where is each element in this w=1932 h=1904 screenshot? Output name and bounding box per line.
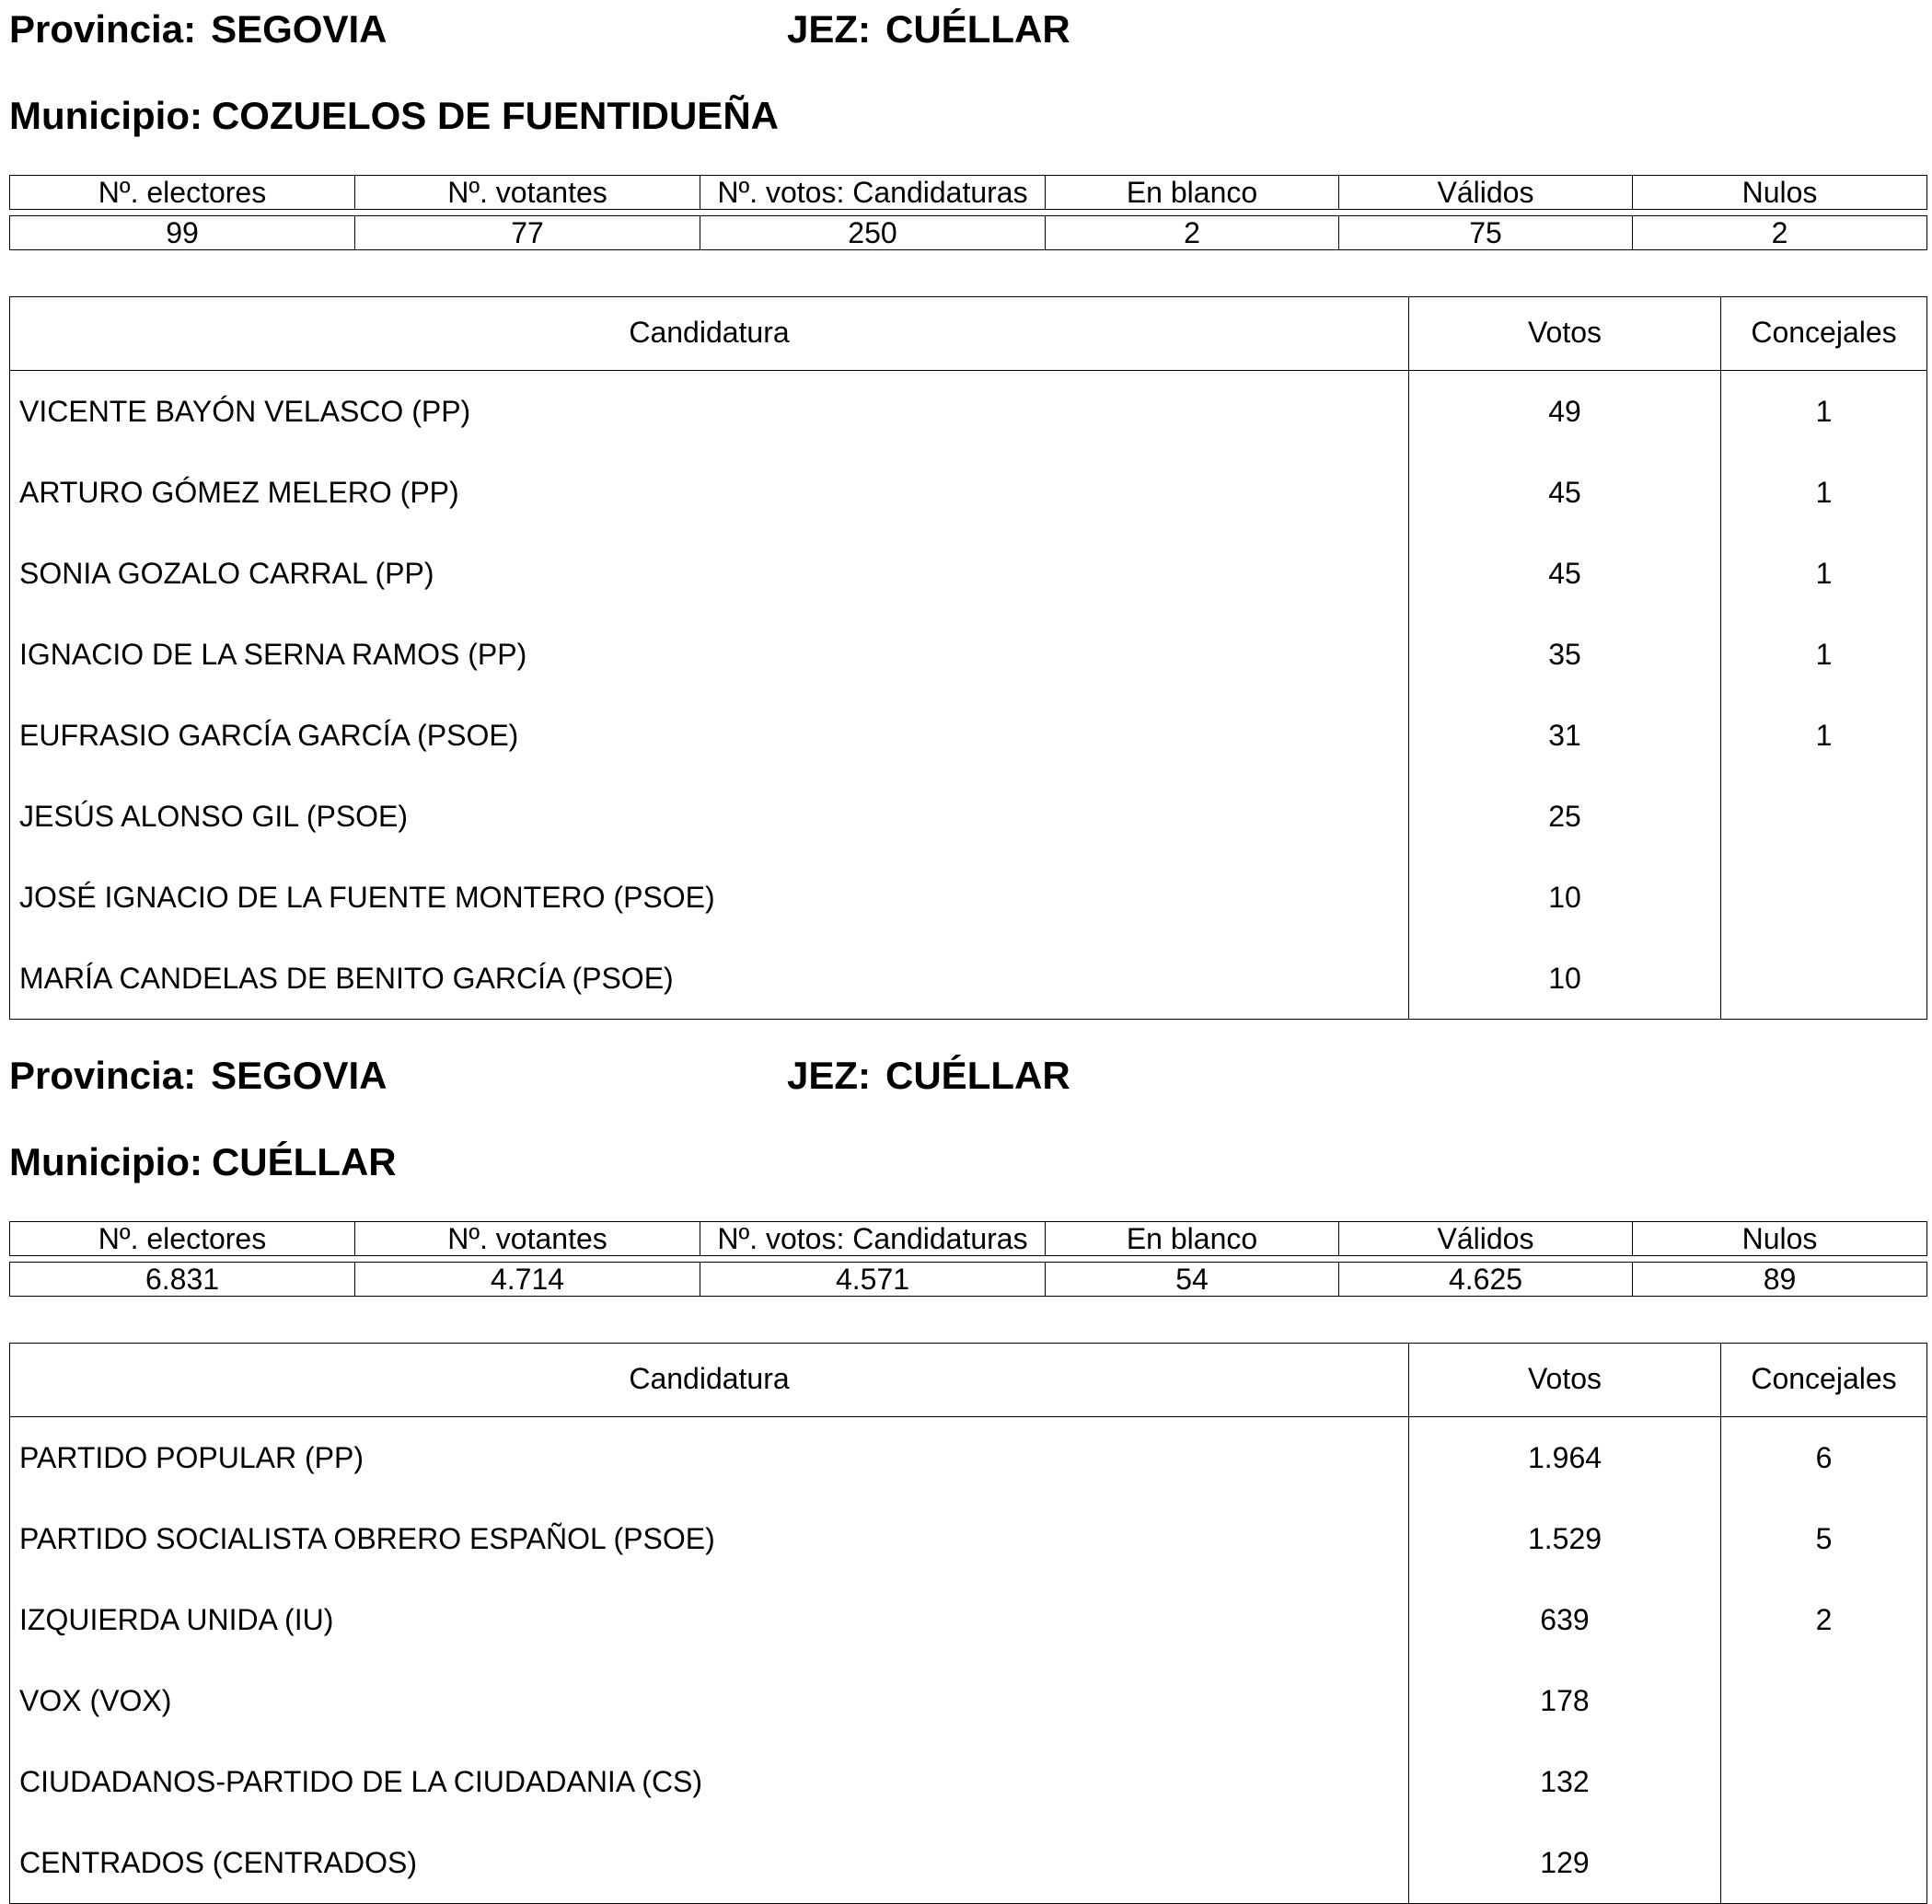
table-row bbox=[10, 452, 1927, 533]
candidate-concejales: 6 bbox=[1815, 1441, 1833, 1474]
candidate-name: CENTRADOS (CENTRADOS) bbox=[19, 1846, 418, 1879]
provincia-heading: Provincia: SEGOVIA bbox=[9, 7, 388, 51]
candidate-concejales: 5 bbox=[1815, 1522, 1833, 1555]
stats-table bbox=[9, 175, 1927, 250]
candidate-votos: 639 bbox=[1409, 1579, 1721, 1660]
stats-value-nulos: 2 bbox=[1633, 216, 1927, 250]
candidate-concejales: 1 bbox=[1815, 638, 1833, 671]
candidate-votos: 10 bbox=[1409, 938, 1721, 1020]
candidate-concejales bbox=[1721, 1741, 1927, 1822]
stats-value-votos-candidaturas: 250 bbox=[700, 216, 1046, 250]
candidate-name: VOX (VOX) bbox=[19, 1684, 172, 1717]
table-row bbox=[10, 695, 1927, 776]
municipio-value: COZUELOS DE FUENTIDUEÑA bbox=[211, 94, 779, 137]
candidates-table bbox=[9, 296, 1927, 1020]
table-row bbox=[10, 533, 1927, 614]
candidate-name: IGNACIO DE LA SERNA RAMOS (PP) bbox=[19, 638, 527, 671]
candidates-header-row bbox=[10, 1344, 1927, 1417]
candidate-concejales: 1 bbox=[1815, 557, 1833, 590]
stats-value-en-blanco: 54 bbox=[1046, 1263, 1339, 1297]
table-row bbox=[10, 857, 1927, 938]
stats-header-validos: Válidos bbox=[1339, 1222, 1633, 1256]
table-row bbox=[10, 1822, 1927, 1904]
provincia-heading: Provincia: SEGOVIA bbox=[9, 1054, 388, 1097]
table-row bbox=[10, 938, 1927, 1020]
stats-table bbox=[9, 1221, 1927, 1297]
candidate-name: SONIA GOZALO CARRAL (PP) bbox=[19, 557, 434, 590]
candidates-header-row bbox=[10, 297, 1927, 371]
header-concejales: Concejales bbox=[1721, 297, 1927, 371]
stats-value-nulos: 89 bbox=[1633, 1263, 1927, 1297]
candidate-votos: 1.529 bbox=[1409, 1498, 1721, 1579]
stats-value-validos: 75 bbox=[1339, 216, 1633, 250]
candidate-name: IZQUIERDA UNIDA (IU) bbox=[19, 1603, 334, 1636]
table-row bbox=[10, 371, 1927, 453]
stats-header-votos-candidaturas: Nº. votos: Candidaturas bbox=[700, 1222, 1046, 1256]
table-row bbox=[10, 1579, 1927, 1660]
candidate-votos: 31 bbox=[1409, 695, 1721, 776]
jez-value: CUÉLLAR bbox=[885, 1054, 1070, 1097]
municipio-heading: Municipio: COZUELOS DE FUENTIDUEÑA bbox=[9, 94, 779, 137]
candidate-name: PARTIDO SOCIALISTA OBRERO ESPAÑOL (PSOE) bbox=[19, 1522, 715, 1555]
stats-header-nulos: Nulos bbox=[1633, 176, 1927, 210]
municipio-value: CUÉLLAR bbox=[211, 1140, 397, 1183]
candidate-votos: 49 bbox=[1409, 371, 1721, 453]
candidate-votos: 1.964 bbox=[1409, 1417, 1721, 1499]
stats-value-en-blanco: 2 bbox=[1046, 216, 1339, 250]
candidate-concejales bbox=[1721, 857, 1927, 938]
stats-values-row bbox=[10, 216, 1927, 250]
candidate-name: EUFRASIO GARCÍA GARCÍA (PSOE) bbox=[19, 719, 519, 752]
stats-header-row bbox=[10, 176, 1927, 210]
candidate-votos: 25 bbox=[1409, 776, 1721, 857]
candidate-concejales bbox=[1721, 938, 1927, 1020]
table-row bbox=[10, 1417, 1927, 1499]
candidate-name: JESÚS ALONSO GIL (PSOE) bbox=[19, 800, 409, 833]
stats-value-validos: 4.625 bbox=[1339, 1263, 1633, 1297]
candidate-name: VICENTE BAYÓN VELASCO (PP) bbox=[19, 395, 471, 428]
stats-value-votos-candidaturas: 4.571 bbox=[700, 1263, 1046, 1297]
table-row bbox=[10, 614, 1927, 695]
candidate-votos: 45 bbox=[1409, 452, 1721, 533]
candidate-name: JOSÉ IGNACIO DE LA FUENTE MONTERO (PSOE) bbox=[19, 881, 715, 914]
candidate-concejales bbox=[1721, 1660, 1927, 1741]
candidate-concejales: 1 bbox=[1815, 395, 1833, 428]
header-candidatura: Candidatura bbox=[10, 1344, 1409, 1417]
candidate-concejales: 2 bbox=[1815, 1603, 1833, 1636]
stats-header-validos: Válidos bbox=[1339, 176, 1633, 210]
stats-header-electores: Nº. electores bbox=[10, 176, 355, 210]
stats-header-en-blanco: En blanco bbox=[1046, 176, 1339, 210]
candidate-votos: 132 bbox=[1409, 1741, 1721, 1822]
stats-header-row bbox=[10, 1222, 1927, 1256]
candidate-concejales: 1 bbox=[1815, 719, 1833, 752]
stats-value-electores: 6.831 bbox=[10, 1263, 355, 1297]
stats-header-votos-candidaturas: Nº. votos: Candidaturas bbox=[700, 176, 1046, 210]
candidate-votos: 10 bbox=[1409, 857, 1721, 938]
table-row bbox=[10, 776, 1927, 857]
stats-value-votantes: 4.714 bbox=[355, 1263, 700, 1297]
header-concejales: Concejales bbox=[1721, 1344, 1927, 1417]
candidate-concejales: 1 bbox=[1815, 476, 1833, 509]
header-votos: Votos bbox=[1409, 297, 1721, 371]
stats-header-votantes: Nº. votantes bbox=[355, 176, 700, 210]
jez-value: CUÉLLAR bbox=[885, 7, 1070, 51]
header-candidatura: Candidatura bbox=[10, 297, 1409, 371]
stats-header-nulos: Nulos bbox=[1633, 1222, 1927, 1256]
candidate-votos: 35 bbox=[1409, 614, 1721, 695]
provincia-value: SEGOVIA bbox=[211, 7, 388, 51]
candidate-concejales bbox=[1721, 1822, 1927, 1904]
candidate-votos: 178 bbox=[1409, 1660, 1721, 1741]
stats-values-row bbox=[10, 1263, 1927, 1297]
stats-header-en-blanco: En blanco bbox=[1046, 1222, 1339, 1256]
table-row bbox=[10, 1498, 1927, 1579]
table-row bbox=[10, 1660, 1927, 1741]
provincia-value: SEGOVIA bbox=[211, 1054, 388, 1097]
header-votos: Votos bbox=[1409, 1344, 1721, 1417]
stats-header-votantes: Nº. votantes bbox=[355, 1222, 700, 1256]
table-row bbox=[10, 1741, 1927, 1822]
candidate-name: ARTURO GÓMEZ MELERO (PP) bbox=[19, 476, 459, 509]
stats-value-votantes: 77 bbox=[355, 216, 700, 250]
candidate-concejales bbox=[1721, 776, 1927, 857]
candidates-table bbox=[9, 1343, 1927, 1904]
stats-value-electores: 99 bbox=[10, 216, 355, 250]
candidate-votos: 129 bbox=[1409, 1822, 1721, 1904]
candidate-name: MARÍA CANDELAS DE BENITO GARCÍA (PSOE) bbox=[19, 962, 674, 995]
jez-heading: JEZ: CUÉLLAR bbox=[787, 1054, 1070, 1097]
candidate-votos: 45 bbox=[1409, 533, 1721, 614]
jez-heading: JEZ: CUÉLLAR bbox=[787, 7, 1070, 51]
candidate-name: PARTIDO POPULAR (PP) bbox=[19, 1441, 364, 1474]
candidate-name: CIUDADANOS-PARTIDO DE LA CIUDADANIA (CS) bbox=[19, 1765, 703, 1798]
municipio-heading: Municipio: CUÉLLAR bbox=[9, 1140, 397, 1183]
stats-header-electores: Nº. electores bbox=[10, 1222, 355, 1256]
